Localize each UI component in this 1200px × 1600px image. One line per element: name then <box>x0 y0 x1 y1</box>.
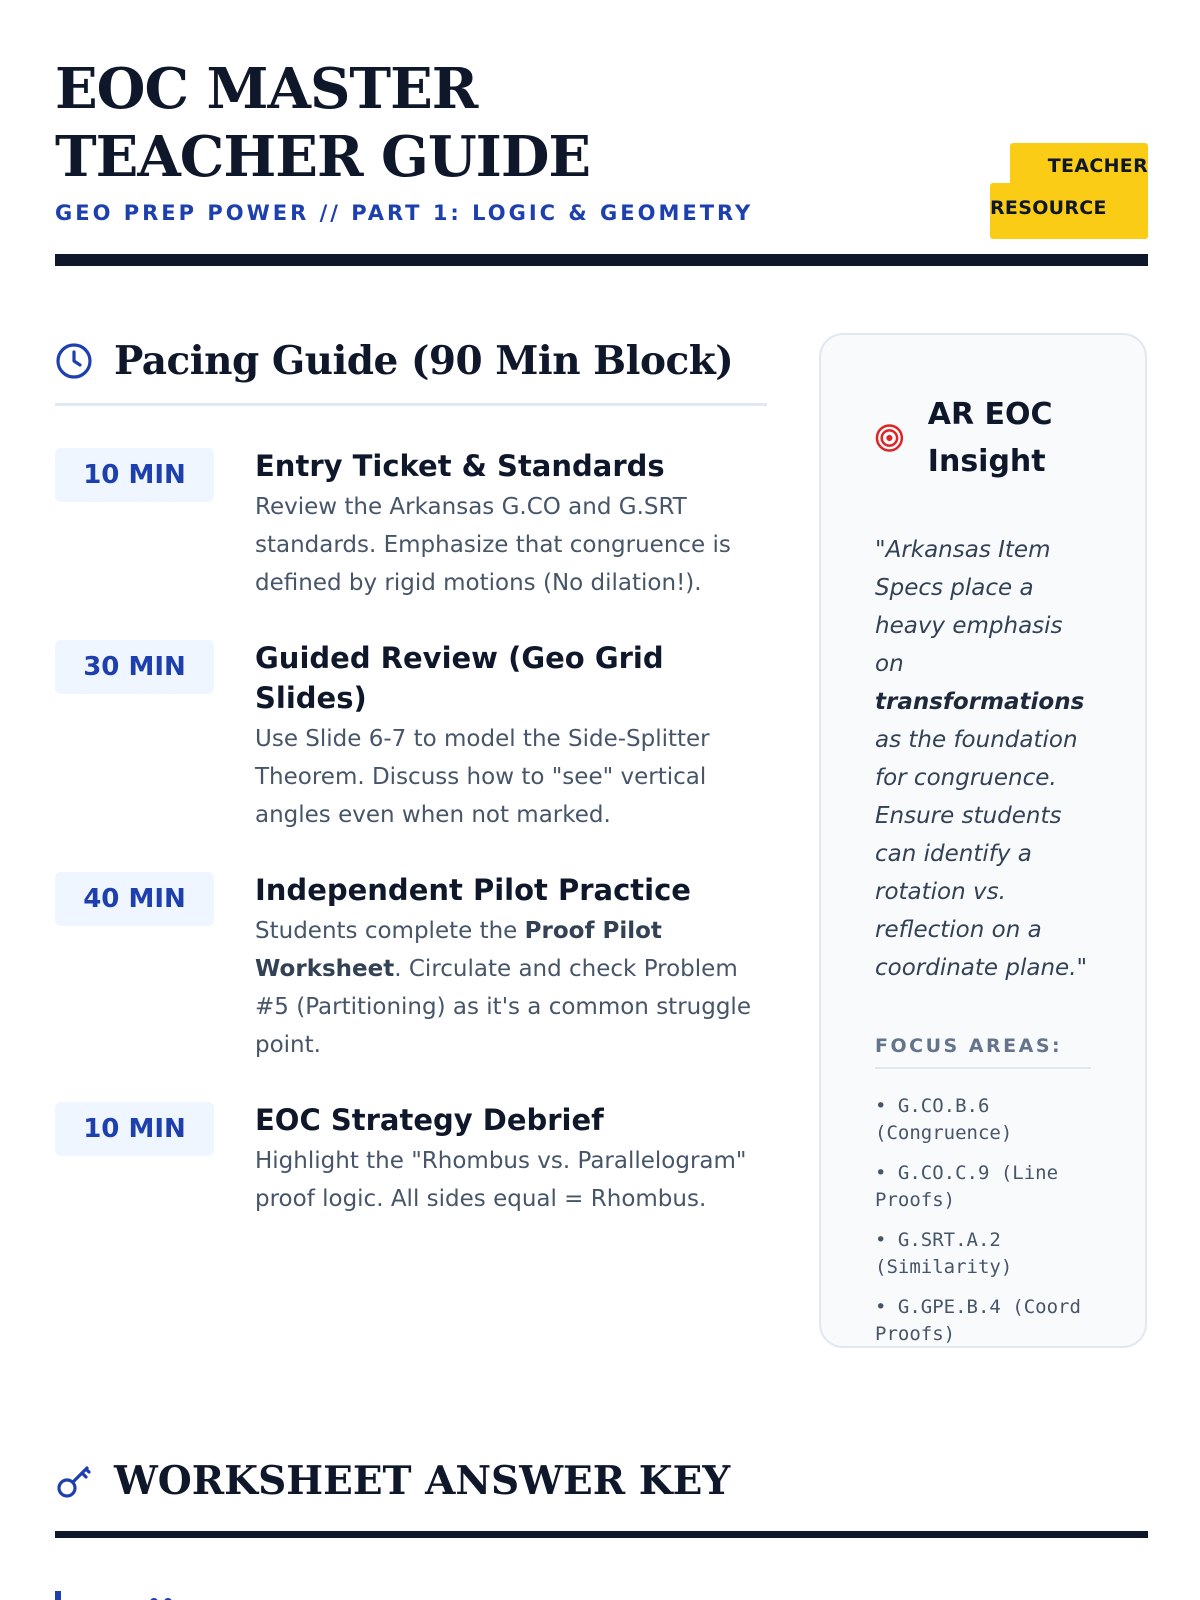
answer-key-quote-mark <box>150 1593 178 1600</box>
desc-text: . Circulate and check Problem #5 (Partitioning) as it's a common struggle point. <box>255 956 751 1058</box>
insight-heading <box>875 391 1091 485</box>
pacing-row-title: EOC Strategy Debrief <box>255 1103 604 1137</box>
focus-areas-list <box>875 1093 1091 1348</box>
focus-area-item: • G.GPE.B.4 (Coord Proofs) <box>875 1296 1081 1345</box>
focus-area-item: • G.CO.B.6 (Congruence) <box>875 1095 1013 1144</box>
key-icon <box>55 1462 93 1500</box>
pacing-row-text <box>255 1100 767 1218</box>
answer-key-heading <box>55 1458 730 1504</box>
time-badge: 30 MIN <box>55 640 214 694</box>
time-badge: 40 MIN <box>55 872 214 926</box>
pacing-row <box>55 1100 767 1218</box>
target-icon <box>875 423 904 453</box>
pacing-guide-divider <box>55 403 767 406</box>
focus-area-item: • G.CO.C.9 (Line Proofs) <box>875 1162 1059 1211</box>
clock-icon <box>55 342 93 380</box>
pacing-guide-section <box>55 333 767 1254</box>
page-subtitle: GEO PREP POWER // PART 1: LOGIC & GEOMETRY <box>55 201 754 225</box>
pacing-guide-title: Pacing Guide (90 Min Block) <box>114 338 734 384</box>
header-divider <box>55 254 1148 266</box>
worksheet-name: Proof Pilot Worksheet <box>255 918 662 982</box>
answer-key-divider <box>55 1531 1148 1538</box>
pacing-row-desc <box>255 912 767 1064</box>
pacing-guide-heading <box>55 333 767 389</box>
pacing-row-desc: Use Slide 6-7 to model the Side-Splitter Theorem. Discuss how to "see" vertical angles even when not marked. <box>255 726 710 828</box>
desc-text: Students complete the <box>255 918 525 944</box>
pacing-row <box>55 446 767 602</box>
pacing-row-text <box>255 446 767 602</box>
time-badge: 10 MIN <box>55 1102 214 1156</box>
badge-line2: RESOURCE <box>990 197 1107 219</box>
pacing-rows <box>55 446 767 1218</box>
pacing-row-text <box>255 638 767 834</box>
pacing-row <box>55 870 767 1064</box>
teacher-resource-badge <box>990 143 1148 239</box>
pacing-row-title: Independent Pilot Practice <box>255 873 691 907</box>
insight-quote <box>875 531 1091 987</box>
answer-key-accent-bar <box>55 1591 61 1600</box>
pacing-row-desc: Highlight the "Rhombus vs. Parallelogram" proof logic. All sides equal = Rhombus. <box>255 1148 747 1212</box>
quote-emphasis: transformations <box>875 689 1085 715</box>
pacing-row-title: Guided Review (Geo Grid Slides) <box>255 641 664 715</box>
page-header <box>55 55 1148 225</box>
badge-line1: TEACHER <box>1047 155 1148 177</box>
answer-key-title: WORKSHEET ANSWER KEY <box>114 1458 731 1504</box>
pacing-row-desc: Review the Arkansas G.CO and G.SRT standards. Emphasize that congruence is defined by rigid motions (No dilation!). <box>255 494 731 596</box>
insight-title: AR EOC Insight <box>927 397 1053 479</box>
time-badge: 10 MIN <box>55 448 214 502</box>
pacing-row <box>55 638 767 834</box>
focus-area-item: • G.SRT.A.2 (Similarity) <box>875 1229 1013 1278</box>
pacing-row-title: Entry Ticket & Standards <box>255 449 665 483</box>
eoc-insight-card <box>819 333 1147 1348</box>
pacing-row-text <box>255 870 767 1064</box>
quote-text: as the foundation for congruence. Ensure students can identify a rotation vs. reflection on a coordinate plane." <box>875 727 1088 981</box>
quote-text: "Arkansas Item Specs place a heavy emphasis on <box>875 537 1063 677</box>
page-title: EOC MASTER TEACHER GUIDE <box>55 56 591 190</box>
focus-areas-heading: FOCUS AREAS: <box>875 1035 1091 1069</box>
